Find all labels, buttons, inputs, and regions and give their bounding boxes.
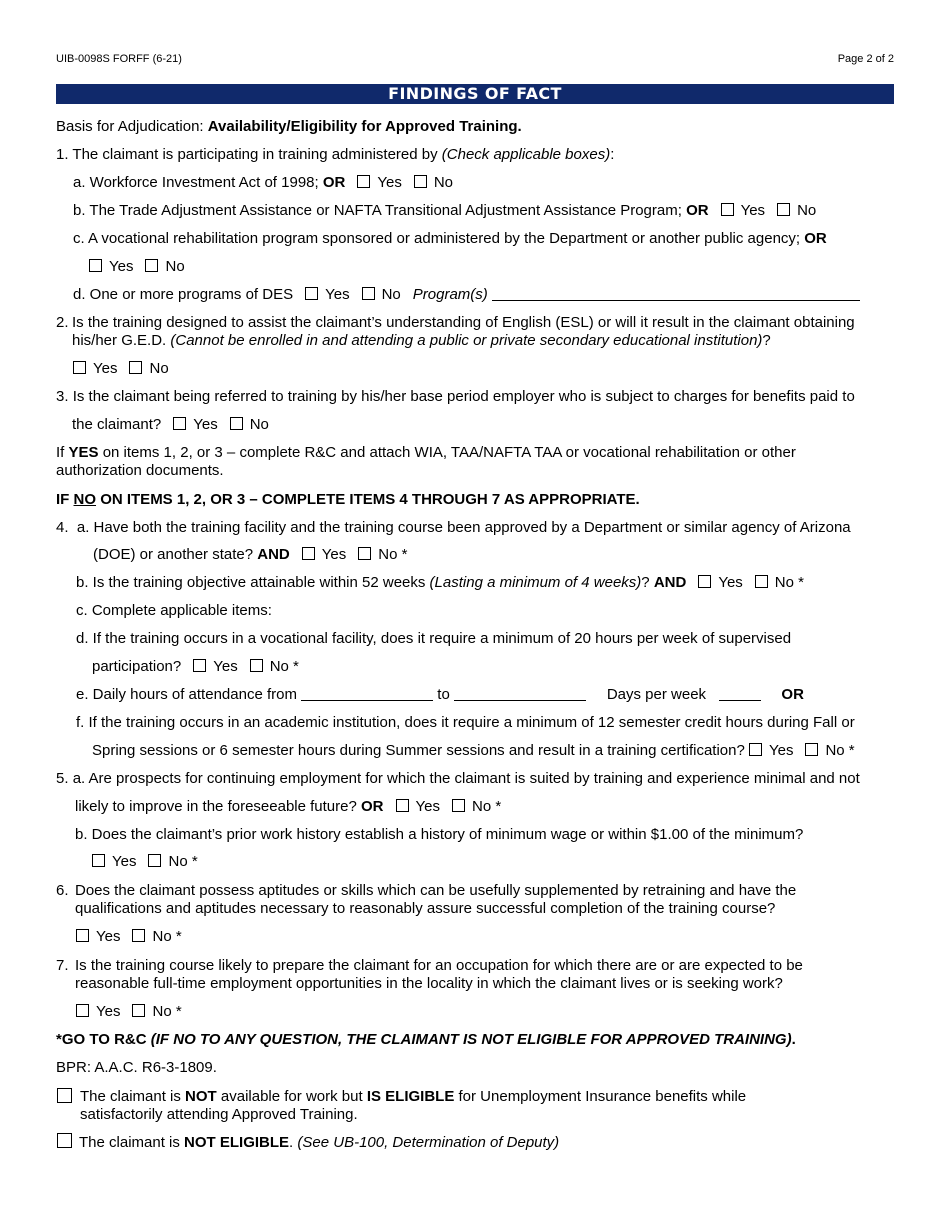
q4f-yes-checkbox[interactable] [749, 743, 762, 756]
bpr-reference: BPR: A.A.C. R6-3-1809. [56, 1059, 217, 1076]
if-no-instruction: IF NO ON ITEMS 1, 2, OR 3 – COMPLETE ITEMS 4 THROUGH 7 AS APPROPRIATE. [56, 491, 640, 508]
q2-yes-checkbox[interactable] [73, 361, 86, 374]
form-id: UIB-0098S FORFF (6-21) [56, 53, 182, 65]
q4d-yes-checkbox[interactable] [193, 659, 206, 672]
q3-no-checkbox[interactable] [230, 417, 243, 430]
q1c-options: Yes No [89, 258, 185, 276]
conclusion-eligible-checkbox-wrap [57, 1088, 79, 1107]
q3-yes-checkbox[interactable] [173, 417, 186, 430]
goto-instruction: *GO TO R&C (IF NO TO ANY QUESTION, THE CLAIMANT IS NOT ELIGIBLE FOR APPROVED TRAINING). [56, 1031, 796, 1048]
q6-options: Yes No * [76, 928, 182, 946]
q4a-yes-checkbox[interactable] [302, 547, 315, 560]
q3-line1: 3. Is the claimant being referred to training by his/her base period employer who is subject to charges for benefits paid to [56, 388, 855, 405]
q7-num: 7. [56, 957, 69, 974]
q5b-yes-checkbox[interactable] [92, 854, 105, 867]
q5b-options: Yes No * [92, 853, 198, 871]
basis-value: Availability/Eligibility for Approved Training. [207, 118, 522, 135]
q4b-yes-checkbox[interactable] [698, 575, 711, 588]
q4f-no-checkbox[interactable] [805, 743, 818, 756]
q4f-line2: Spring sessions or 6 semester hours during Summer sessions and result in a training certification? Yes No * [92, 742, 855, 759]
q4f-line1: f. If the training occurs in an academic institution, does it require a minimum of 12 semester credit hours during Fall or [76, 714, 855, 731]
q4b-no-checkbox[interactable] [755, 575, 768, 588]
q1a-yes-checkbox[interactable] [357, 175, 370, 188]
q4a-line1: 4. a. Have both the training facility and the training course been approved by a Department or similar agency of Arizona [56, 519, 851, 536]
hours-to-field[interactable] [454, 686, 586, 701]
q4b-line: b. Is the training objective attainable within 52 weeks (Lasting a minimum of 4 weeks)? AND Yes No * [76, 574, 804, 591]
q7-options: Yes No * [76, 1003, 182, 1021]
q1b-yes-checkbox[interactable] [721, 203, 734, 216]
q2-no-checkbox[interactable] [129, 361, 142, 374]
q1a-line: a. Workforce Investment Act of 1998; OR Yes No [73, 174, 454, 191]
q4c-line: c. Complete applicable items: [76, 602, 272, 619]
q1c-yes-checkbox[interactable] [89, 259, 102, 272]
q7-yes-checkbox[interactable] [76, 1004, 89, 1017]
q2-text: Is the training designed to assist the claimant’s understanding of English (ESL) or will it result in the claimant obtaining his/her G.E.D. (Cannot be enrolled in and attending a public or private secondary educational institution)? [72, 314, 855, 349]
days-per-week-field[interactable] [719, 686, 761, 701]
q1c-no-checkbox[interactable] [145, 259, 158, 272]
q5b-no-checkbox[interactable] [148, 854, 161, 867]
q4a-line2: (DOE) or another state? AND Yes No * [93, 546, 408, 563]
q2-num: 2. [56, 314, 69, 331]
q4a-no-checkbox[interactable] [358, 547, 371, 560]
q5b-line: b. Does the claimant’s prior work history establish a history of minimum wage or within $1.00 of the minimum? [75, 826, 804, 843]
section-title: FINDINGS OF FACT [56, 84, 894, 104]
q4e-line: e. Daily hours of attendance from to Days per week OR [76, 686, 804, 703]
q4d-line2: participation? Yes No * [92, 658, 299, 675]
q7-text: Is the training course likely to prepare the claimant for an occupation for which there are or are expected to be reasonable full-time employment opportunities in the locality in which the claimant lives or is seeking work? [75, 957, 803, 992]
q6-num: 6. [56, 882, 69, 899]
q2-options: Yes No [73, 360, 169, 378]
q6-text: Does the claimant possess aptitudes or skills which can be usefully supplemented by retraining and have the qualifications and aptitudes necessary to reasonably assure successful completion of the training course? [75, 882, 797, 917]
program-field[interactable] [492, 286, 860, 301]
conclusion-eligible-checkbox[interactable] [57, 1088, 72, 1103]
q5a-yes-checkbox[interactable] [396, 799, 409, 812]
q1a-no-checkbox[interactable] [414, 175, 427, 188]
basis-line: Basis for Adjudication: Availability/Eligibility for Approved Training. [56, 118, 522, 135]
conclusion-not-eligible-checkbox[interactable] [57, 1133, 72, 1148]
q1b-line: b. The Trade Adjustment Assistance or NAFTA Transitional Adjustment Assistance Program; OR Yes No [73, 202, 817, 219]
q4d-line1: d. If the training occurs in a vocational facility, does it require a minimum of 20 hours per week of supervised [76, 630, 792, 647]
hours-from-field[interactable] [301, 686, 433, 701]
q7-no-checkbox[interactable] [132, 1004, 145, 1017]
q1d-line: d. One or more programs of DES Yes No Program(s) [73, 286, 860, 304]
q6-yes-checkbox[interactable] [76, 929, 89, 942]
conclusion-not-eligible-line: The claimant is NOT ELIGIBLE. (See UB-100, Determination of Deputy) [57, 1133, 559, 1152]
conclusion-eligible-text: The claimant is NOT available for work but IS ELIGIBLE for Unemployment Insurance benefits while satisfactorily attending Approved Training. [80, 1088, 747, 1123]
q1d-no-checkbox[interactable] [362, 287, 375, 300]
q6-no-checkbox[interactable] [132, 929, 145, 942]
q3-line2: the claimant? Yes No [72, 416, 269, 433]
q1c-line: c. A vocational rehabilitation program sponsored or administered by the Department or another public agency; OR [73, 230, 827, 247]
q5a-line2: likely to improve in the foreseeable future? OR Yes No * [75, 798, 502, 815]
q5a-line1: 5. a. Are prospects for continuing employment for which the claimant is suited by training and experience minimal and not [56, 770, 860, 787]
q4d-no-checkbox[interactable] [250, 659, 263, 672]
q1-line: 1. The claimant is participating in training administered by (Check applicable boxes): [56, 146, 615, 163]
q1b-no-checkbox[interactable] [777, 203, 790, 216]
page-number: Page 2 of 2 [837, 53, 894, 65]
q1d-yes-checkbox[interactable] [305, 287, 318, 300]
q5a-no-checkbox[interactable] [452, 799, 465, 812]
if-yes-instruction: If YES on items 1, 2, or 3 – complete R&C and attach WIA, TAA/NAFTA TAA or vocational rehabilitation or other authorization documents. [56, 444, 796, 479]
